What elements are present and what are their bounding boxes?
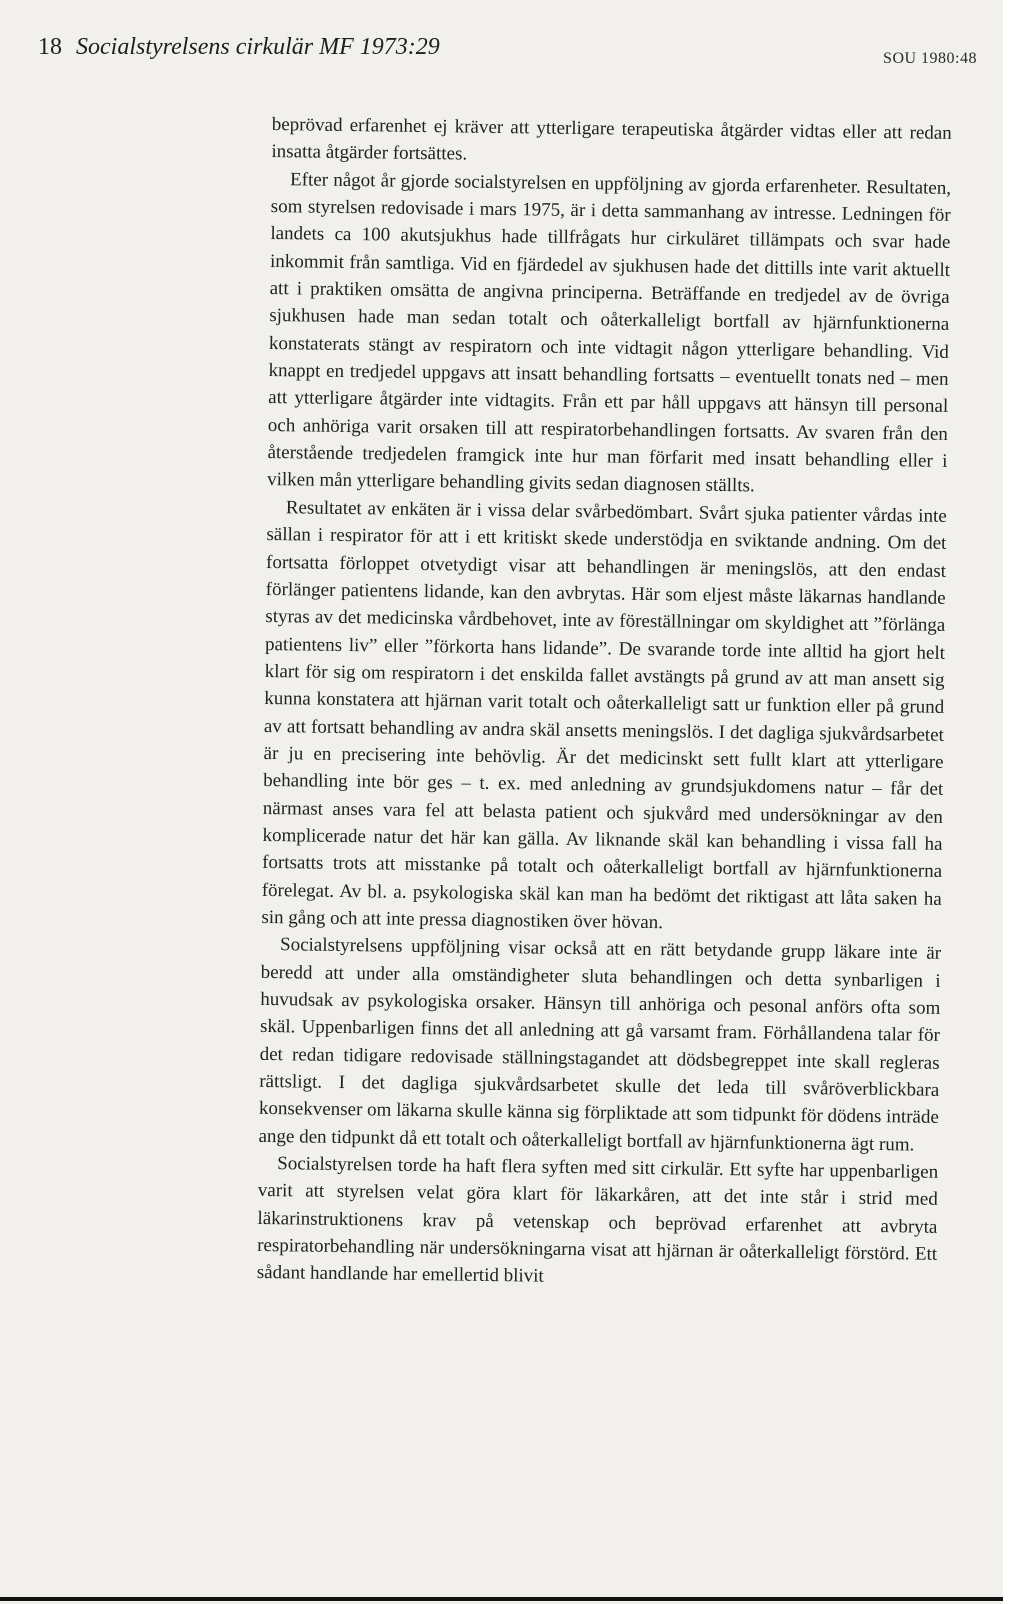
paragraph: Socialstyrelsen torde ha haft flera syften med sitt cirkulär. Ett syfte har uppenbarligen varit att styrelsen velat göra klart för läkarkåren, att det inte står i strid med läkarinstruktionens krav på vetenskap och beprövad erfarenhet att avbryta respiratorbehandling när undersökningarna visat att hjärnan är oåterkalleligt förstörd. Ett sådant handlande har emellertid blivit xyxy=(256,1153,939,1288)
paragraph: Socialstyrelsens uppföljning visar också att en rätt betydande grupp läkare inte är beredd att under alla omständigheter sluta behandlingen och detta synbarligen i huvudsak av psykologiska orsaker. Hänsyn till anhöriga och pesonal anförs ofta som skäl. Uppenbarligen finns det all anledning att gå varsamt fram. Förhållandena talar för det redan tidigare redovisade ställningstagandet att dödsbegreppet inte skall regleras rättsligt. I det dagliga sjukvårdsarbetet skulle det leda till svåröverblickbara konsekvenser om läkarna skulle känna sig förpliktade att som tidpunkt för dödens inträde ange den tidpunkt då ett totalt och oåterkalleligt bortfall av hjärnfunktionerna ägt rum. xyxy=(258,934,942,1156)
paragraph: beprövad erfarenhet ej kräver att ytterligare terapeutiska åtgärder vidtas eller att redan insatta åtgärder fortsättes. xyxy=(271,113,952,165)
publication-title: Socialstyrelsens cirkulär MF 1973:29 xyxy=(76,34,440,60)
paragraph: Efter något år gjorde socialstyrelsen en uppföljning av gjorda erfarenheter. Resultaten, som styrelsen redovisade i mars 1975, är i detta sammanhang av intresse. Ledningen för landets ca 100 akutsjukhus hade tillfrågats hur cirkuläret tillämpats och svar hade inkommit från samtliga. Vid en fjärdedel av sjukhusen hade det dittills inte varit aktuellt att i praktiken omsätta de angivna principerna. Beträffande en tredjedel av de övriga sjukhusen hade man sedan totalt och oåterkalleligt bortfall av hjärnfunktionerna konstaterats stängt av respiratorn och inte vidtagit någon ytterligare behandling. Vid knappt en tredjedel uppgavs att insatt behandling fortsatts – eventuellt tonats ned – men att ytterligare åtgärder inte vidtagits. Från ett par håll uppgavs att hänsyn till personal och anhöriga varit orsaken till att respiratorbehandlingen fortsatts. Av svaren från den återstående tredjedelen framgick inte hur man förfarit med insatt behandling eller i vilken mån ytterligare behandling givits sedan diagnosen ställts. xyxy=(267,168,952,497)
body-text xyxy=(257,111,952,1296)
series-label: SOU 1980:48 xyxy=(883,50,977,67)
paragraph: Resultatet av enkäten är i vissa delar svårbedömbart. Svårt sjuka patienter vårdas inte sällan i respirator för att i ett kritiskt skede understödja en sviktande andning. Om det fortsatta förloppet otvetydigt visar att behandlingen är meningslös, att den endast förlänger patientens lidande, kan den avbrytas. Här som eljest måste läkarnas handlande styras av det medicinska vårdbehovet, inte av föreställningar om skyldighet att ”förlänga patientens liv” eller ”förkorta hans lidande”. De svarande torde inte alltid ha gjort helt klart för sig om respiratorn i det enskilda fallet avstängts på grund av att man ansett sig kunna konstatera att hjärnan varit totalt och oåterkalleligt satt ur funktion eller på grund av att fortsatt behandling av andra skäl ansetts meningslös. I det dagliga sjukvårdsarbetet är ju en precisering inte behövlig. Är det medicinskt sett fullt klart att ytterligare behandling inte bör ges – t. ex. med anledning av grundsjukdomens natur – får det närmast anses vara fel att belasta patient och sjukvård med undersökningar av den komplicerade natur det här kan gälla. Av liknande skäl kan behandling i vissa fall ha fortsatts trots att misstanke på totalt och oåterkalleligt bortfall av hjärnfunktionerna förelegat. Av bl. a. psykologiska skäl kan man ha bedömt det riktigast att låta saken ha sin gång och att inte pressa diagnostiken över hövan. xyxy=(261,497,947,934)
page-number: 18 xyxy=(38,34,62,60)
scan-edge-divider xyxy=(0,1597,1003,1601)
running-header xyxy=(38,34,440,61)
